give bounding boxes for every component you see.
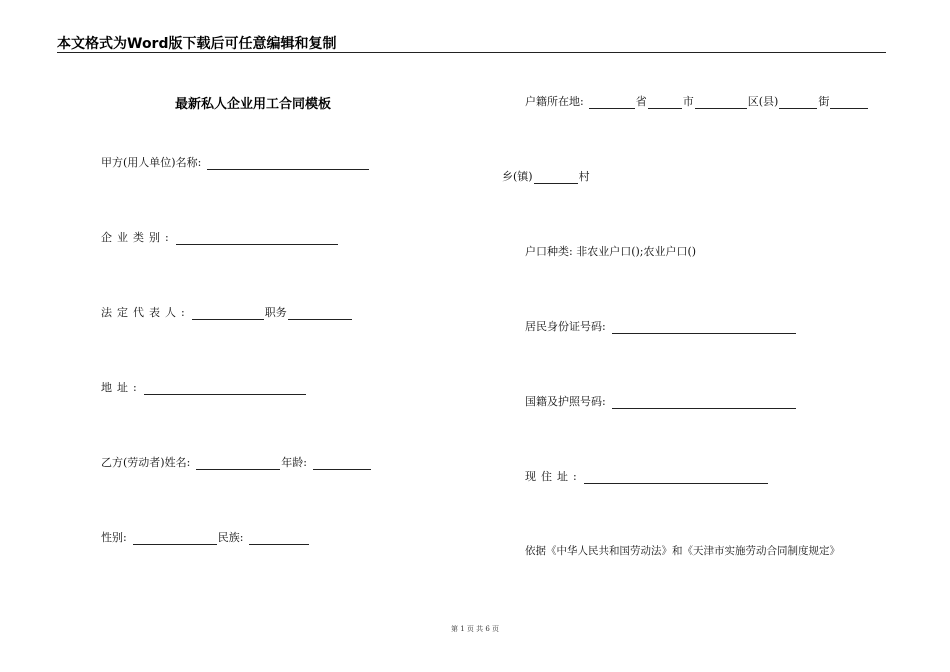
address-field	[101, 379, 307, 395]
enterprise-type-blank	[176, 232, 338, 245]
province-label: 省	[635, 95, 647, 108]
current-address-label: 现住址:	[525, 470, 582, 483]
current-address-field	[525, 468, 769, 484]
household-type-field	[525, 243, 696, 259]
basis-field	[525, 543, 840, 558]
current-address-blank	[584, 471, 768, 484]
legal-rep-label: 法定代表人:	[101, 306, 190, 319]
employee-name-label: 乙方(劳动者)姓名:	[101, 456, 191, 469]
city-label: 市	[682, 95, 694, 108]
employee-name-blank	[196, 457, 280, 470]
township-field	[502, 168, 590, 184]
address-label: 地址:	[101, 381, 142, 394]
township-blank	[534, 171, 578, 184]
passport-blank	[612, 396, 796, 409]
household-type-text: 户口种类: 非农业户口();农业户口()	[525, 245, 697, 258]
document-title: 最新私人企业用工合同模板	[175, 97, 332, 112]
ethnicity-blank	[249, 532, 309, 545]
province-blank	[589, 96, 635, 109]
gender-blank	[133, 532, 217, 545]
position-blank	[288, 307, 352, 320]
ethnicity-label: 民族:	[217, 531, 244, 544]
age-label: 年龄:	[281, 456, 308, 469]
gender-field	[101, 529, 310, 545]
household-field	[525, 93, 869, 109]
gender-label: 性别:	[101, 531, 127, 544]
basis-text: 依据《中华人民共和国劳动法》和《天津市实施劳动合同制度规定》	[525, 545, 840, 557]
position-label: 职务	[264, 306, 287, 319]
street-label: 街	[818, 95, 830, 108]
document-header-title: 本文格式为Word版下载后可任意编辑和复制	[57, 36, 337, 52]
page-footer: 第 1 页 共 6 页	[450, 625, 500, 633]
employer-name-blank	[207, 157, 369, 170]
header-divider	[57, 52, 886, 53]
passport-field	[525, 393, 797, 409]
district-label: 区(县)	[747, 95, 779, 108]
enterprise-type-field	[101, 229, 339, 245]
id-card-field	[525, 318, 797, 334]
id-card-label: 居民身份证号码:	[525, 320, 606, 333]
district-blank	[695, 96, 747, 109]
employer-name-label: 甲方(用人单位)名称:	[101, 156, 202, 169]
legal-rep-blank	[192, 307, 264, 320]
age-blank	[313, 457, 371, 470]
employer-name-field	[101, 154, 370, 170]
employee-name-field	[101, 454, 372, 470]
city-blank	[648, 96, 682, 109]
legal-rep-field	[101, 304, 353, 320]
street-tail-blank	[830, 96, 868, 109]
passport-label: 国籍及护照号码:	[525, 395, 606, 408]
village-label: 村	[578, 170, 590, 183]
id-card-blank	[612, 321, 796, 334]
enterprise-type-label: 企业类别:	[101, 231, 174, 244]
address-blank	[144, 382, 306, 395]
household-label: 户籍所在地:	[525, 95, 584, 108]
street-blank	[779, 96, 817, 109]
township-label: 乡(镇)	[502, 170, 533, 183]
